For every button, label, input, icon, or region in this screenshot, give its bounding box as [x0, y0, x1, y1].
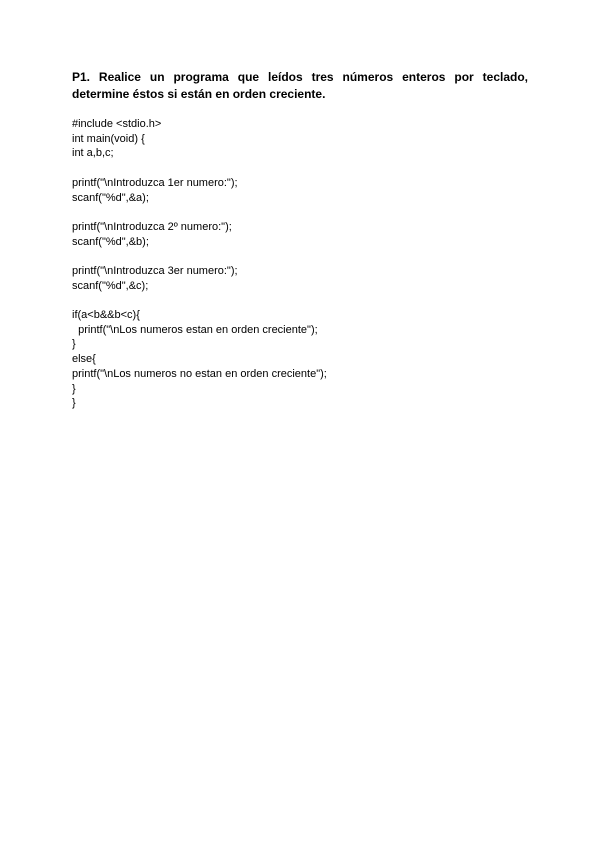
code-line: else{: [72, 353, 96, 366]
code-line: if(a<b&&b<c){: [72, 309, 140, 322]
code-line: printf("\nIntroduzca 1er numero:");: [72, 176, 238, 189]
code-line: printf("\nLos numeros estan en orden creciente");: [72, 323, 318, 336]
code-line: }: [72, 382, 76, 395]
code-line-blank: [72, 293, 327, 308]
code-line: printf("\nIntroduzca 2º numero:");: [72, 220, 232, 233]
exercise-heading: P1. Realice un programa que leídos tres números enteros por teclado, determine éstos si están en orden creciente.: [72, 70, 528, 101]
code-line: printf("\nIntroduzca 3er numero:");: [72, 264, 238, 277]
code-line-blank: [72, 161, 327, 176]
code-line: int main(void) {: [72, 132, 145, 145]
code-line: scanf("%d",&a);: [72, 191, 149, 204]
code-line: scanf("%d",&c);: [72, 279, 149, 292]
code-line: }: [72, 338, 76, 351]
code-line: #include <stdio.h>: [72, 118, 162, 130]
code-line: }: [72, 397, 76, 410]
code-line-blank: [72, 205, 327, 220]
code-line: scanf("%d",&b);: [72, 235, 149, 248]
code-line: int a,b,c;: [72, 147, 114, 160]
code-line: printf("\nLos numeros no estan en orden creciente");: [72, 367, 327, 380]
code-line-blank: [72, 249, 327, 264]
code-listing: [72, 117, 327, 411]
